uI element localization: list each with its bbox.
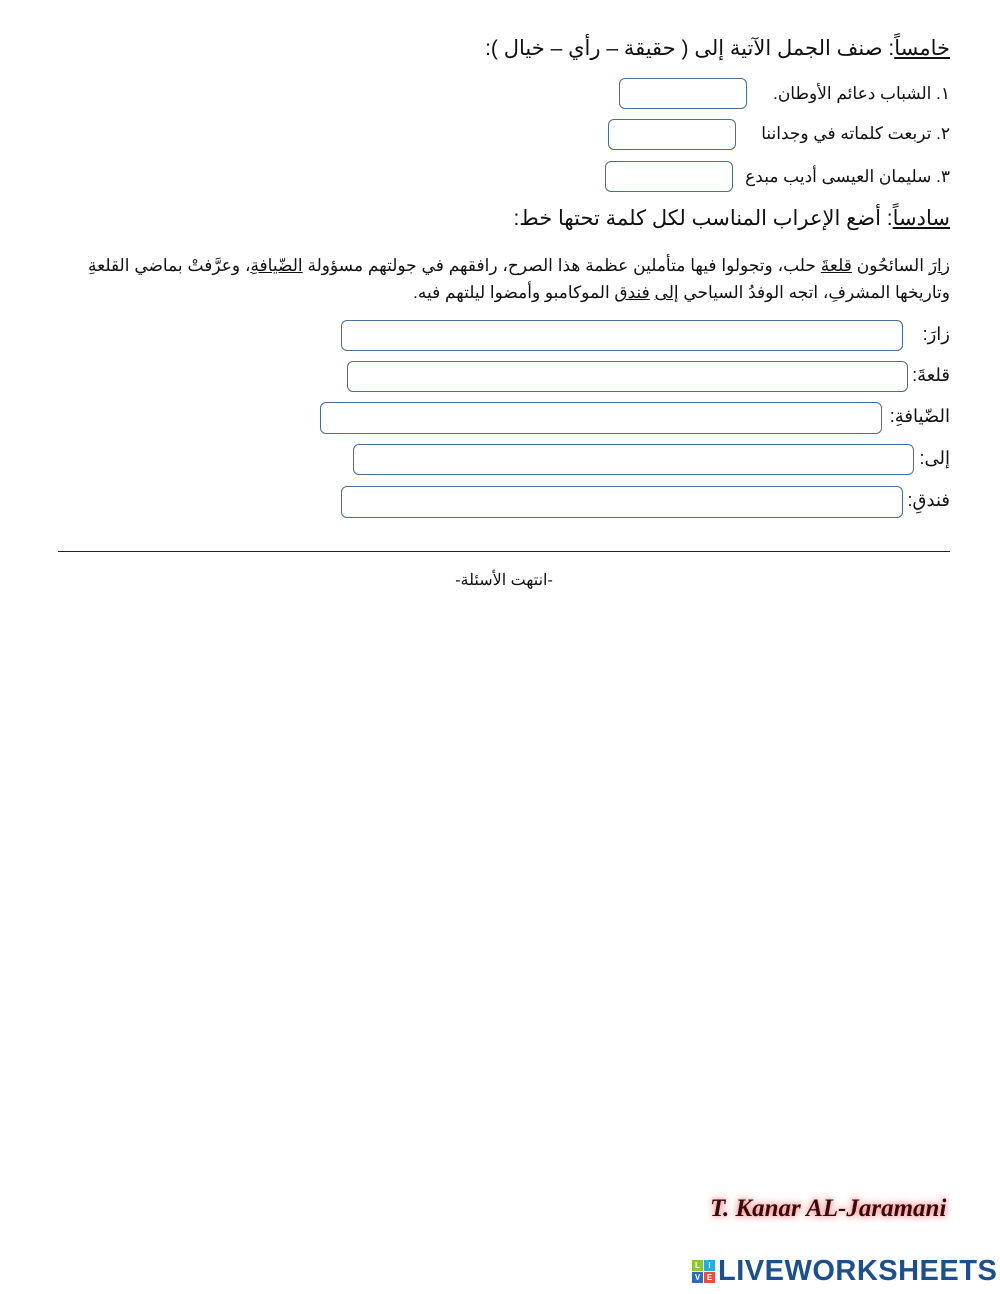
passage-text: الموكامبو وأمضوا ليلتهم فيه. — [413, 283, 615, 302]
parse-input-4[interactable] — [353, 444, 914, 475]
author-signature: T. Kanar AL-Jaramani — [710, 1195, 947, 1222]
passage — [88, 252, 950, 306]
section5-instruction: : صنف الجمل الآتية إلى ( حقيقة – رأي – خيال ): — [485, 37, 895, 60]
parse-input-3[interactable] — [320, 402, 882, 434]
field-label-2: قلعةَ: — [912, 365, 950, 385]
liveworksheets-logo — [692, 1255, 997, 1288]
underlined-word: زارَ — [928, 256, 950, 275]
logo-letter: L — [692, 1260, 703, 1271]
logo-letter: I — [704, 1260, 715, 1271]
passage-text: ، وعرَّفتْ بماضي القلعةِ وتاريخها المشرفِ، اتجه الوفدُ السياحي — [88, 256, 950, 302]
parse-input-5[interactable] — [341, 486, 903, 518]
underlined-word: فندق — [614, 283, 650, 302]
field-label-5: فندقِ: — [907, 490, 950, 510]
answer-input-3[interactable] — [605, 161, 733, 192]
answer-input-2[interactable] — [608, 119, 736, 150]
field-label-1: زارَ: — [922, 324, 950, 344]
parse-input-1[interactable] — [341, 320, 903, 351]
divider — [58, 551, 950, 552]
logo-squares-icon — [692, 1260, 715, 1283]
end-of-questions: -انتهت الأسئلة- — [455, 572, 553, 589]
question-1: ١. الشباب دعائم الأوطان. — [773, 84, 950, 103]
passage-text: السائحُون — [851, 256, 929, 275]
passage-text: حلب، وتجولوا فيها متأملين عظمة هذا الصرح، رافقهم في جولتهم مسؤولة — [302, 256, 821, 275]
question-2: ٢. تربعت كلماته في وجداننا — [761, 124, 950, 143]
question-3: ٣. سليمان العيسى أديب مبدع — [745, 167, 950, 186]
section5-title — [485, 36, 950, 61]
underlined-word: قلعةَ — [820, 256, 852, 275]
underlined-word: الضّيافةِ — [250, 256, 303, 275]
section6-title — [513, 206, 950, 231]
logo-text: LIVEWORKSHEETS — [718, 1255, 998, 1287]
parse-input-2[interactable] — [347, 361, 908, 392]
section5-label: خامساً — [894, 37, 950, 60]
section6-label: سادساً — [892, 207, 950, 230]
section6-instruction: : أضع الإعراب المناسب لكل كلمة تحتها خط: — [513, 207, 893, 230]
field-label-3: الضّيافةِ: — [889, 406, 950, 426]
logo-letter: E — [704, 1272, 715, 1283]
field-label-4: إلى: — [919, 448, 950, 468]
logo-letter: V — [692, 1272, 703, 1283]
underlined-word: إلى — [654, 283, 679, 302]
answer-input-1[interactable] — [619, 78, 747, 109]
